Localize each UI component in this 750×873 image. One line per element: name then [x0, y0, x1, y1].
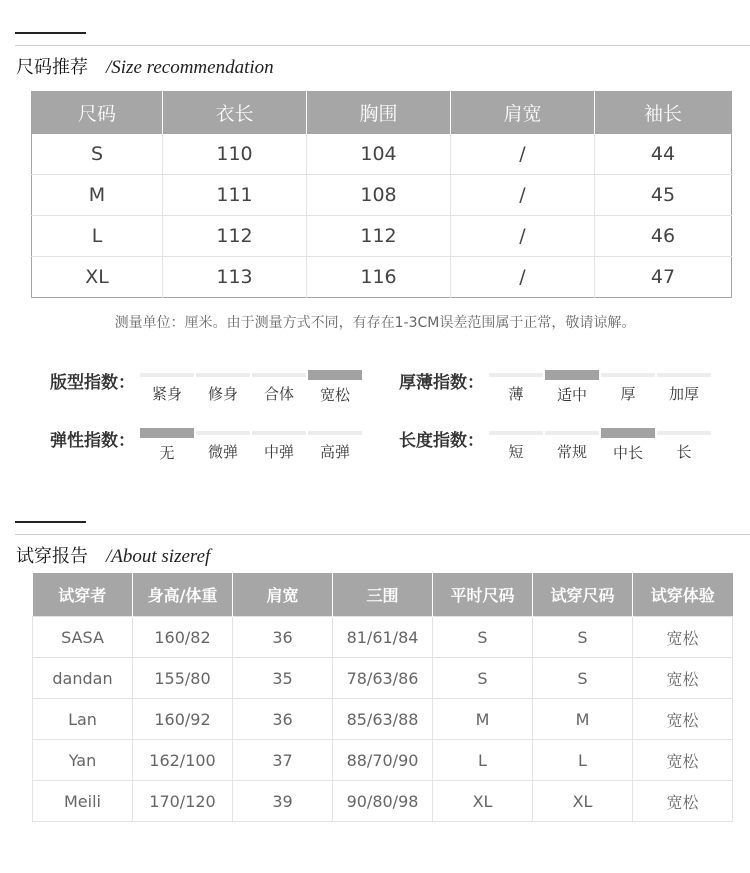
- size-col-header: 肩宽: [451, 91, 595, 134]
- length-option-label: 短: [508, 443, 524, 461]
- table-cell: 47: [595, 257, 732, 298]
- length-option-label: 长: [676, 443, 692, 461]
- table-cell: 宽松: [633, 781, 733, 822]
- index-bar: [601, 373, 655, 377]
- table-cell: 110: [163, 134, 307, 175]
- table-cell: SASA: [33, 617, 133, 658]
- index-bar: [252, 431, 306, 435]
- elasticity-option-label: 中弹: [263, 443, 294, 461]
- thickness-option-label: 厚: [620, 385, 636, 403]
- table-cell: Meili: [33, 781, 133, 822]
- table-cell: 113: [163, 257, 307, 298]
- table-cell: XL: [433, 781, 533, 822]
- trial-section-title: 试穿报告: [16, 546, 88, 567]
- index-bar: [140, 373, 194, 377]
- table-row: [33, 617, 733, 658]
- index-bar-selected: [545, 370, 599, 380]
- length-option-label: 中长: [612, 444, 643, 462]
- table-cell: L: [533, 740, 633, 781]
- table-cell: S: [433, 658, 533, 699]
- table-row: [33, 658, 733, 699]
- table-row: [32, 216, 732, 257]
- size-col-header: 胸围: [307, 91, 451, 134]
- table-cell: S: [32, 134, 163, 175]
- length-option-selected: [601, 431, 655, 463]
- index-bar: [657, 431, 711, 435]
- table-row: [32, 134, 732, 175]
- table-cell: 44: [595, 134, 732, 175]
- index-bar: [196, 431, 250, 435]
- trial-col-header: 身高/体重: [133, 573, 233, 617]
- index-bar: [657, 373, 711, 377]
- table-cell: 36: [233, 699, 333, 740]
- table-cell: 37: [233, 740, 333, 781]
- thickness-index-label: 厚薄指数：: [399, 373, 484, 393]
- index-bar: [545, 431, 599, 435]
- table-cell: 39: [233, 781, 333, 822]
- table-cell: 85/63/88: [333, 699, 433, 740]
- table-cell: 112: [163, 216, 307, 257]
- table-cell: 宽松: [633, 740, 733, 781]
- fit-option: [140, 373, 194, 404]
- index-bar-selected: [140, 428, 194, 438]
- index-bar: [489, 431, 543, 435]
- size-col-header: 衣长: [163, 91, 307, 134]
- table-cell: 170/120: [133, 781, 233, 822]
- thickness-option: [657, 373, 711, 404]
- size-table: [31, 91, 732, 298]
- size-section-title: 尺码推荐: [16, 57, 88, 78]
- table-cell: 36: [233, 617, 333, 658]
- table-row: [33, 781, 733, 822]
- section-divider: [15, 45, 750, 46]
- table-cell: 35: [233, 658, 333, 699]
- table-cell: 160/82: [133, 617, 233, 658]
- index-bar: [308, 431, 362, 435]
- fit-option: [252, 373, 306, 404]
- thickness-option: [489, 373, 543, 404]
- table-cell: M: [433, 699, 533, 740]
- table-cell: 104: [307, 134, 451, 175]
- fit-index-label: 版型指数：: [50, 373, 135, 393]
- size-col-header: 袖长: [595, 91, 732, 134]
- fit-option-label: 紧身: [151, 385, 182, 403]
- size-col-header: 尺码: [32, 91, 163, 134]
- trial-col-header: 肩宽: [233, 573, 333, 617]
- elasticity-option-label: 高弹: [319, 443, 350, 461]
- size-section-heading: [16, 53, 274, 79]
- size-table-header: [32, 91, 732, 134]
- table-cell: /: [451, 216, 595, 257]
- table-cell: /: [451, 257, 595, 298]
- table-cell: S: [533, 617, 633, 658]
- measurement-note: 测量单位：厘米。由于测量方式不同，有存在1-3CM误差范围属于正常，敬请谅解。: [114, 315, 636, 331]
- trial-col-header: 三围: [333, 573, 433, 617]
- table-cell: Lan: [33, 699, 133, 740]
- trial-table: [32, 573, 733, 822]
- length-index-label: 长度指数：: [399, 431, 484, 451]
- table-cell: /: [451, 134, 595, 175]
- fit-option-label: 合体: [263, 385, 294, 403]
- fit-option: [196, 373, 250, 404]
- table-cell: 宽松: [633, 699, 733, 740]
- table-cell: 155/80: [133, 658, 233, 699]
- table-row: [32, 175, 732, 216]
- section-accent-line: [15, 32, 86, 34]
- length-option-label: 常规: [556, 443, 587, 461]
- index-bar-selected: [308, 370, 362, 380]
- trial-col-header: 试穿体验: [633, 573, 733, 617]
- section-accent-line: [15, 521, 86, 523]
- table-cell: 46: [595, 216, 732, 257]
- table-cell: 160/92: [133, 699, 233, 740]
- fit-option-label: 宽松: [319, 386, 350, 404]
- table-cell: M: [533, 699, 633, 740]
- thickness-option-selected: [545, 373, 599, 405]
- trial-table-header: [33, 573, 733, 617]
- fit-option-selected: [308, 373, 362, 405]
- elasticity-index-label: 弹性指数：: [50, 431, 135, 451]
- table-cell: /: [451, 175, 595, 216]
- table-cell: L: [433, 740, 533, 781]
- table-cell: S: [433, 617, 533, 658]
- table-cell: Yan: [33, 740, 133, 781]
- elasticity-option: [196, 431, 250, 462]
- table-cell: 45: [595, 175, 732, 216]
- length-option: [657, 431, 711, 462]
- trial-col-header: 平时尺码: [433, 573, 533, 617]
- table-cell: M: [32, 175, 163, 216]
- table-row: [33, 740, 733, 781]
- table-cell: 108: [307, 175, 451, 216]
- thickness-option-label: 加厚: [668, 385, 699, 403]
- table-cell: S: [533, 658, 633, 699]
- table-cell: 111: [163, 175, 307, 216]
- table-cell: 162/100: [133, 740, 233, 781]
- table-cell: 81/61/84: [333, 617, 433, 658]
- thickness-option-label: 适中: [556, 386, 587, 404]
- elasticity-option-label: 无: [159, 444, 175, 462]
- table-cell: 宽松: [633, 658, 733, 699]
- elasticity-option: [308, 431, 362, 462]
- length-option: [489, 431, 543, 462]
- thickness-option-label: 薄: [508, 385, 524, 403]
- table-cell: XL: [533, 781, 633, 822]
- section-divider: [15, 534, 750, 535]
- table-cell: dandan: [33, 658, 133, 699]
- trial-col-header: 试穿者: [33, 573, 133, 617]
- trial-section-subtitle: /About sizeref: [106, 546, 211, 567]
- elasticity-option-label: 微弹: [207, 443, 238, 461]
- table-cell: 78/63/86: [333, 658, 433, 699]
- table-cell: XL: [85, 266, 109, 288]
- length-option: [545, 431, 599, 462]
- fit-option-label: 修身: [207, 385, 238, 403]
- index-bar: [489, 373, 543, 377]
- table-row: [32, 257, 732, 298]
- index-bar: [252, 373, 306, 377]
- trial-section-heading: [16, 542, 210, 568]
- elasticity-option-selected: [140, 431, 194, 463]
- table-cell: 宽松: [633, 617, 733, 658]
- table-row: [33, 699, 733, 740]
- elasticity-option: [252, 431, 306, 462]
- table-cell: 112: [307, 216, 451, 257]
- index-bar: [196, 373, 250, 377]
- table-cell: 88/70/90: [333, 740, 433, 781]
- table-cell: 116: [307, 257, 451, 298]
- trial-col-header: 试穿尺码: [533, 573, 633, 617]
- table-cell: L: [32, 216, 163, 257]
- size-section-subtitle: /Size recommendation: [106, 57, 274, 78]
- thickness-option: [601, 373, 655, 404]
- table-cell: 90/80/98: [333, 781, 433, 822]
- index-bar-selected: [601, 428, 655, 438]
